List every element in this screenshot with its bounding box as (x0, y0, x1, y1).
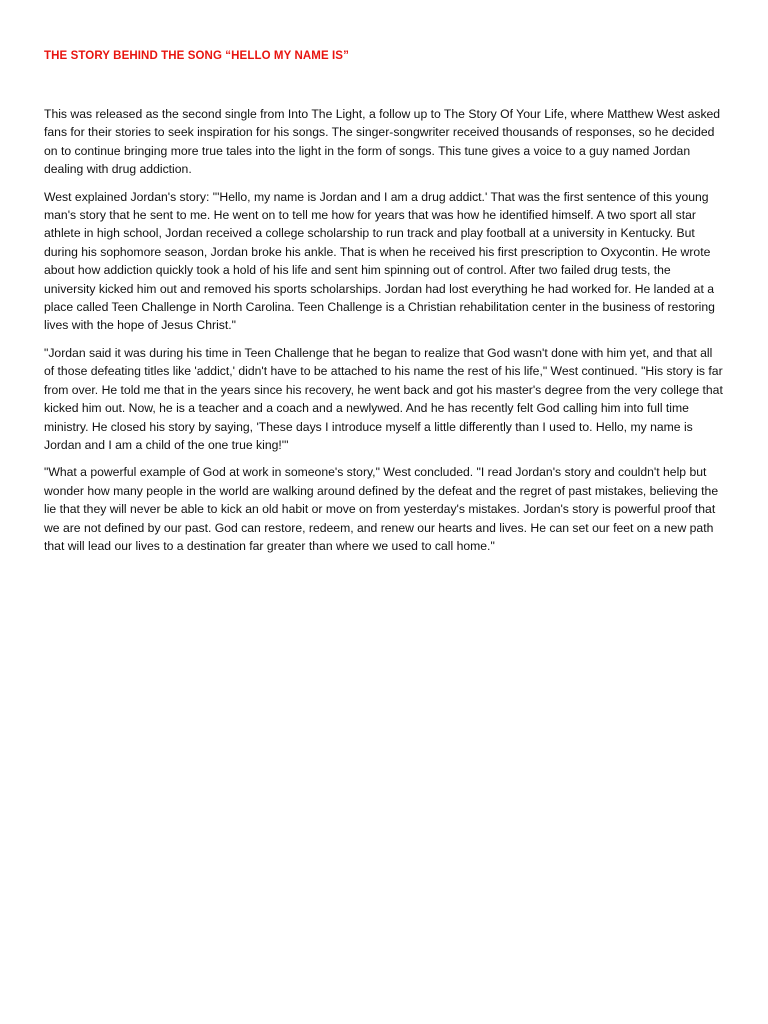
paragraph-jordan-story: West explained Jordan's story: "'Hello, my name is Jordan and I am a drug addict.' That was the first sentence of this young man's story that he sent to me. He went on to tell me how for years that was how he identified himself. A two sport all star athlete in high school, Jordan received a college scholarship to run track and play football at a university in Kentucky. But during his sophomore season, Jordan broke his ankle. That is when he received his first prescription to Oxycontin. He wrote about how addiction quickly took a hold of his life and sent him spinning out of control. After two failed drug tests, the university kicked him out and removed his sports scholarships. Jordan had lost everything he had worked for. He landed at a place called Teen Challenge in North Carolina. Teen Challenge is a Christian rehabilitation center in the business of restoring lives with the hope of Jesus Christ." (44, 189, 715, 333)
document-title: THE STORY BEHIND THE SONG “HELLO MY NAME IS” (44, 50, 349, 62)
paragraph-intro: This was released as the second single from Into The Light, a follow up to The Story Of Your Life, where Matthew West asked fans for their stories to seek inspiration for his songs. The singer-songwriter received thousands of responses, so he decided on to continue bringing more true tales into the light in the form of songs. This tune gives a voice to a guy named Jordan dealing with drug addiction. (44, 107, 721, 177)
paragraph-conclusion: "What a powerful example of God at work in someone's story," West concluded. "I read Jordan's story and couldn't help but wonder how many people in the world are walking around defined by the defeat and the regret of past mistakes, believing the lie that they will never be able to kick an old habit or move on from yesterday's mistakes. Jordan's story is powerful proof that we are not defined by our past. God can restore, redeem, and renew our hearts and lives. He can set our feet on a new path that will lead our lives to a destination far greater than where we used to call home." (44, 465, 719, 553)
document-body (44, 105, 724, 555)
paragraph-continued: "Jordan said it was during his time in Teen Challenge that he began to realize that God wasn't done with him yet, and that all of those defeating titles like 'addict,' didn't have to be attached to his name the rest of his life," West continued. "His story is far from over. He told me that in the years since his recovery, he went back and got his master's degree from the very college that kicked him out. Now, he is a teacher and a coach and a newlywed. And he has recently felt God calling him into full time ministry. He closed his story by saying, 'These days I introduce myself a little differently than I used to. Hello, my name is Jordan and I am a child of the one true king!'" (44, 345, 723, 452)
